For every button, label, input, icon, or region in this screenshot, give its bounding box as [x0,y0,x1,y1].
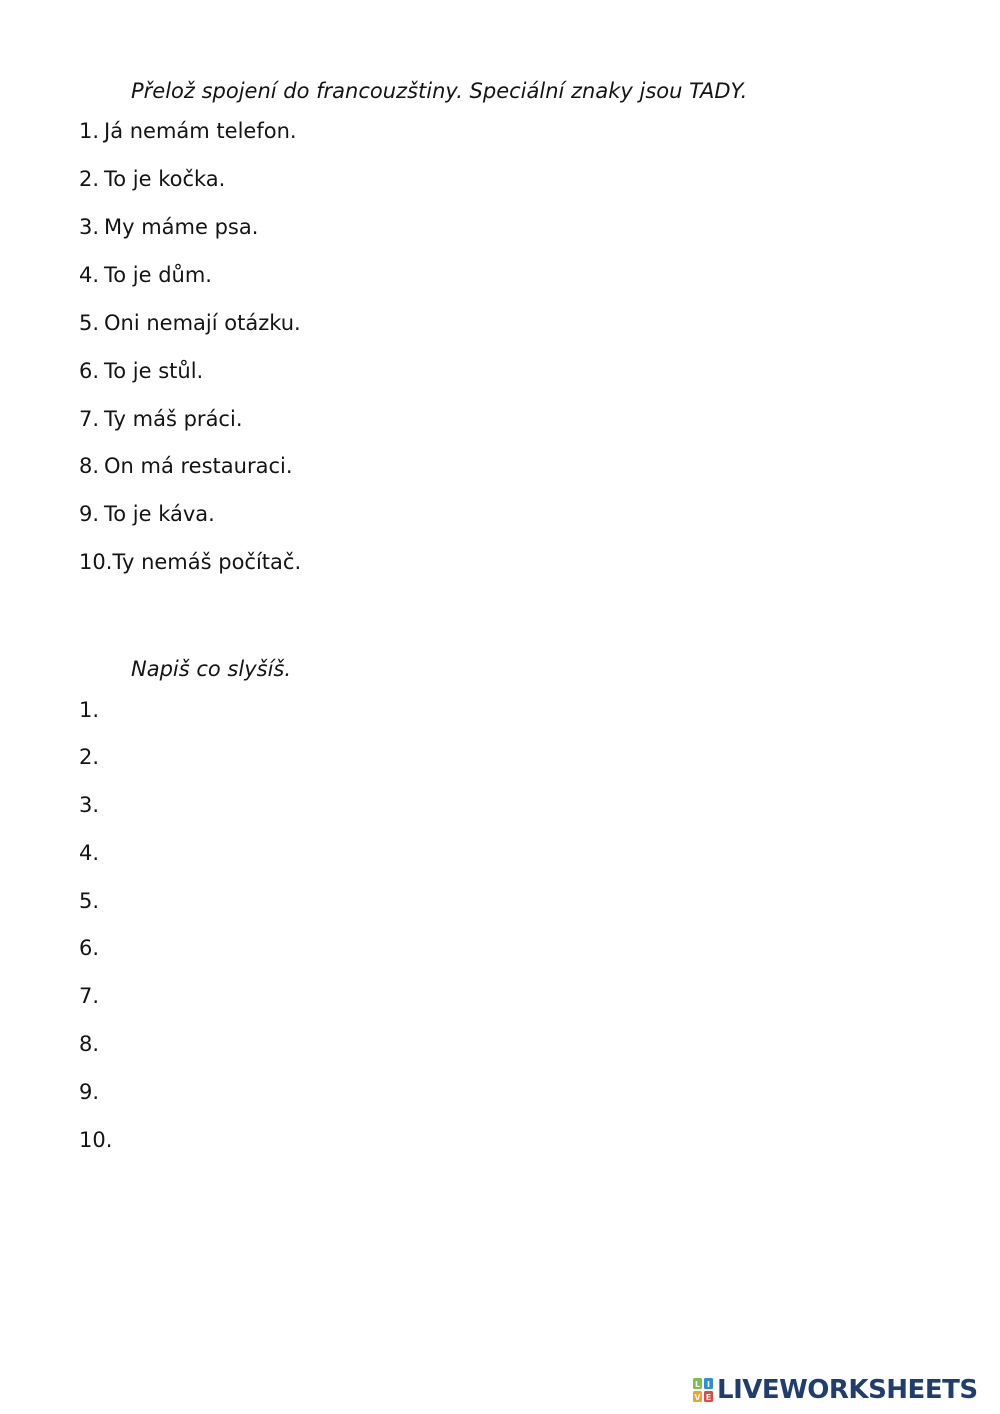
translation-item-4 [79,265,212,286]
dictation-item-3: 3. [79,793,100,817]
svg-text:L: L [694,1380,701,1389]
item-number: 10. [79,550,113,574]
item-number: 4. [79,263,100,287]
item-text: To je dům. [104,263,212,287]
dictation-item-7: 7. [79,984,100,1008]
translation-item-2 [79,169,225,190]
dictation-item-8: 8. [79,1032,100,1056]
section2-instruction: Napiš co slyšíš. [131,657,292,681]
section1-instruction: Přelož spojení do francouzštiny. Speciální znaky jsou TADY. [131,79,748,103]
liveworksheets-watermark [692,1376,978,1404]
item-text: To je káva. [104,502,215,526]
dictation-item-2: 2. [79,745,100,769]
liveworksheets-wordmark: LIVEWORKSHEETS [717,1375,978,1405]
item-number: 8. [79,454,100,478]
translation-item-9 [79,504,215,525]
item-number: 5. [79,311,100,335]
translation-item-3 [79,217,258,238]
item-number: 1. [79,119,100,143]
translation-item-8 [79,456,293,477]
dictation-item-1: 1. [79,698,100,722]
liveworksheets-logo-icon [692,1377,714,1403]
dictation-item-5: 5. [79,889,100,913]
item-text: On má restauraci. [104,454,293,478]
translation-item-10 [79,552,301,573]
svg-text:V: V [694,1393,701,1402]
item-number: 9. [79,502,100,526]
item-text: Ty nemáš počítač. [112,550,302,574]
dictation-item-10: 10. [79,1128,113,1152]
item-text: To je stůl. [104,359,204,383]
item-number: 2. [79,167,100,191]
item-text: Já nemám telefon. [104,119,297,143]
translation-item-1 [79,121,297,142]
item-text: My máme psa. [104,215,259,239]
translation-item-6 [79,361,203,382]
dictation-item-9: 9. [79,1080,100,1104]
item-text: To je kočka. [104,167,226,191]
item-text: Oni nemají otázku. [104,311,301,335]
item-number: 6. [79,359,100,383]
item-text: Ty máš práci. [104,407,243,431]
svg-text:E: E [705,1393,712,1402]
dictation-item-4: 4. [79,841,100,865]
svg-text:I: I [707,1380,710,1389]
translation-item-5 [79,313,301,334]
dictation-item-6: 6. [79,936,100,960]
translation-item-7 [79,409,243,430]
item-number: 3. [79,215,100,239]
item-number: 7. [79,407,100,431]
